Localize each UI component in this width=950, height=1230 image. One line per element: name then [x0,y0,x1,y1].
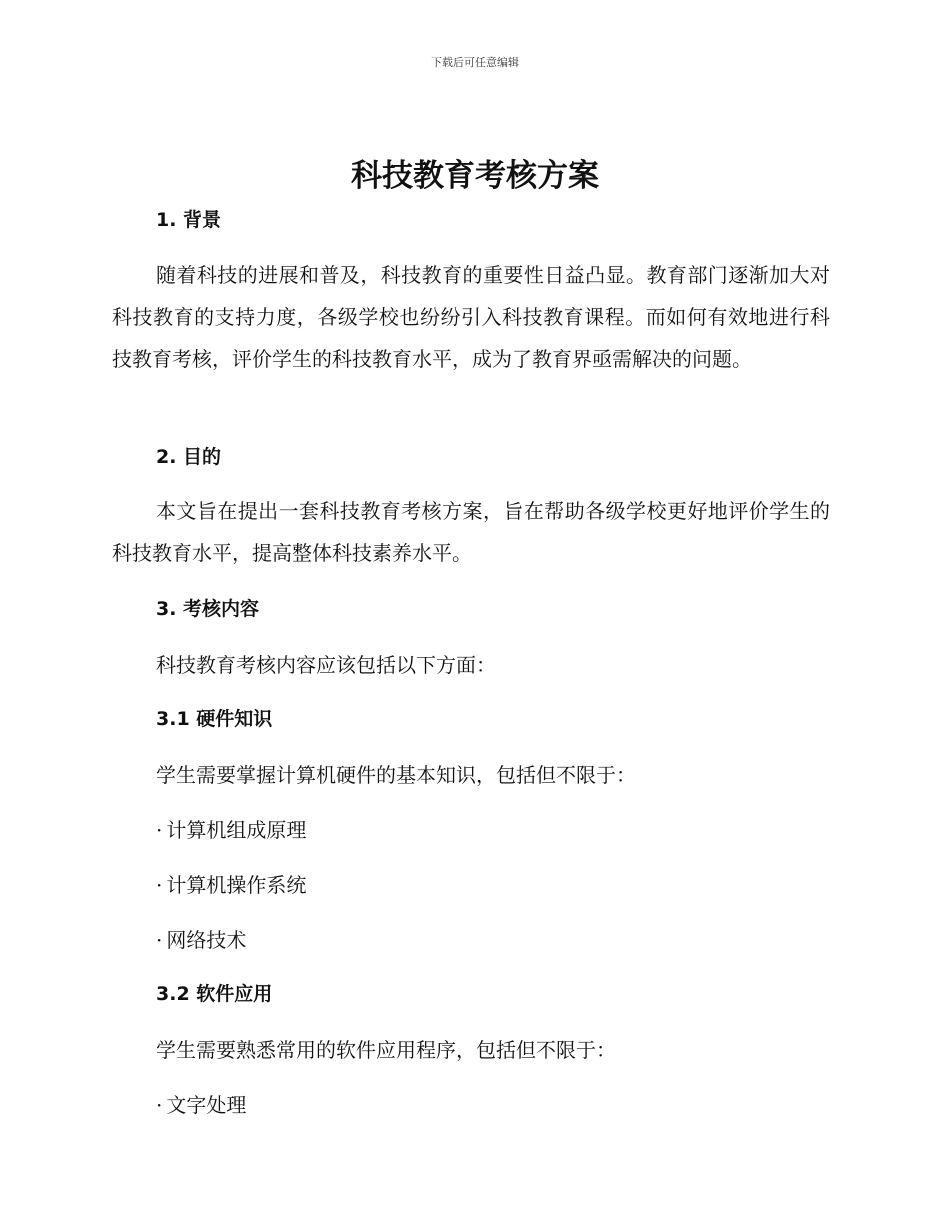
section-text-hardware-intro: 学生需要掌握计算机硬件的基本知识，包括但不限于： [156,763,636,787]
section-heading-background: 1. 背景 [156,209,222,231]
section-heading-content: 3. 考核内容 [156,598,260,620]
page-header-note: 下载后可任意编辑 [431,56,519,69]
bullet-icon: · [156,1093,163,1117]
section-text-content-intro: 科技教育考核内容应该包括以下方面： [156,653,496,677]
list-item [156,924,246,953]
list-item [156,869,306,898]
section-heading-purpose: 2. 目的 [156,446,222,468]
list-item-text: 计算机组成原理 [166,818,307,842]
section-heading-software: 3.2 软件应用 [156,983,273,1005]
list-item [156,814,306,843]
section-text-background: 随着科技的进展和普及，科技教育的重要性日益凸显。教育部门逐渐加大对科技教育的支持力度，各级学校也纷纷引入科技教育课程。而如何有效地进行科技教育考核，评价学生的科技教育水平，成为了教育界亟需解决的问题。 [112,263,830,371]
list-item [156,1089,246,1118]
list-item-text: 文字处理 [166,1093,247,1117]
bullet-icon: · [156,873,163,897]
bullet-icon: · [156,928,163,952]
section-text-purpose: 本文旨在提出一套科技教育考核方案，旨在帮助各级学校更好地评价学生的科技教育水平，提高整体科技素养水平。 [112,499,830,565]
list-item-text: 网络技术 [166,928,247,952]
document-title: 科技教育考核方案 [351,158,599,194]
list-item-text: 计算机操作系统 [166,873,307,897]
section-text-software-intro: 学生需要熟悉常用的软件应用程序，包括但不限于： [156,1038,616,1062]
section-heading-hardware: 3.1 硬件知识 [156,708,273,730]
bullet-icon: · [156,818,163,842]
